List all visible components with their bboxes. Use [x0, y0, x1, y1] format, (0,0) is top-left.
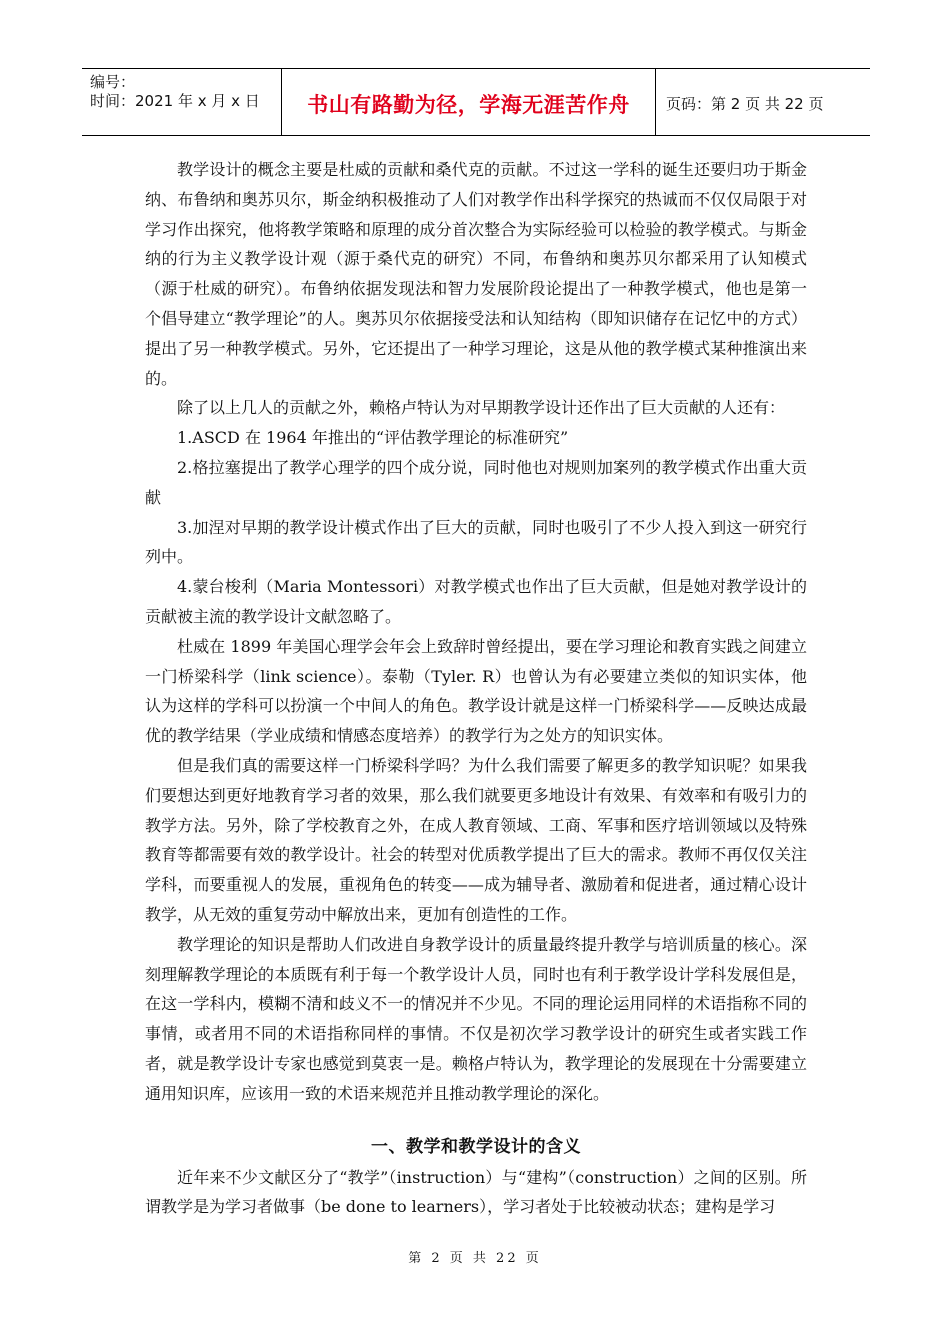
paragraph: 近年来不少文献区分了“教学”（instruction）与“建构”（construction）之间的区别。所谓教学是为学习者做事（be done to learners），学习者处于比较被动状态；建构是学习: [145, 1167, 807, 1217]
paragraph: 杜威在 1899 年美国心理学会年会上致辞时曾经提出，要在学习理论和教育实践之间建立一门桥梁科学（link science）。泰勒（Tyler. R）也曾认为有必要建立类似的知识实体，他认为这样的学科可以扮演一个中间人的角色。教学设计就是这样一门桥梁科学——反映达成最优的教学结果（学业成绩和情感态度培养）的教学行为之处方的知识实体。: [145, 636, 807, 746]
page-header: [82, 68, 870, 136]
paragraph: 教学设计的概念主要是杜威的贡献和桑代克的贡献。不过这一学科的诞生还要归功于斯金纳、布鲁纳和奥苏贝尔，斯金纳积极推动了人们对教学作出科学探究的热诚而不仅仅局限于对学习作出探究，他将教学策略和原理的成分首次整合为实际经验可以检验的教学模式。与斯金纳的行为主义教学设计观（源于桑代克的研究）不同，布鲁纳和奥苏贝尔都采用了认知模式（源于杜威的研究）。布鲁纳依据发现法和智力发展阶段论提出了一种教学模式，他也是第一个倡导建立“教学理论”的人。奥苏贝尔依据接受法和认知结构（即知识储存在记忆中的方式）提出了另一种教学模式。另外，它还提出了一种学习理论，这是从他的教学模式某种推演出来的。: [145, 160, 807, 388]
list-item: 4.蒙台梭利（Maria Montessori）对教学模式也作出了巨大贡献，但是她对教学设计的贡献被主流的教学设计文献忽略了。: [145, 577, 807, 626]
header-motto: 书山有路勤为径，学海无涯苦作舟: [282, 69, 656, 135]
list-item: 2.格拉塞提出了教学心理学的四个成分说，同时他也对规则加案列的教学模式作出重大贡献: [145, 457, 807, 507]
document-number-label: 编号：: [90, 73, 136, 91]
paragraph: 教学理论的知识是帮助人们改进自身教学设计的质量最终提升教学与培训质量的核心。深刻理解教学理论的本质既有利于每一个教学设计人员，同时也有利于教学设计学科发展但是，在这一学科内，模糊不清和歧义不一的情况并不少见。不同的理论运用同样的术语指称不同的事情，或者用不同的术语指称同样的事情。不仅是初次学习教学设计的研究生或者实践工作者，就是教学设计专家也感觉到莫衷一是。赖格卢特认为，教学理论的发展现在十分需要建立通用知识库，应该用一致的术语来规范并且推动教学理论的深化。: [145, 934, 807, 1103]
header-page-info: 页码：第 2 页 共 22 页: [666, 94, 824, 113]
list-item: 1.ASCD 在 1964 年推出的“评估教学理论的标准研究”: [177, 428, 569, 448]
paragraph: 除了以上几人的贡献之外，赖格卢特认为对早期教学设计还作出了巨大贡献的人还有：: [177, 398, 786, 418]
document-date-label: 时间：2021 年 x 月 x 日: [90, 92, 260, 110]
section-heading: 一、教学和教学设计的含义: [371, 1136, 581, 1157]
section-spacer: [145, 1109, 807, 1131]
document-body: [145, 155, 807, 1222]
header-meta: [82, 69, 282, 135]
paragraph: 但是我们真的需要这样一门桥梁科学吗？为什么我们需要了解更多的教学知识呢？如果我们要想达到更好地教育学习者的效果，那么我们就要更多地设计有效果、有效率和有吸引力的教学方法。另外，除了学校教育之外，在成人教育领域、工商、军事和医疗培训领域以及特殊教育等都需要有效的教学设计。社会的转型对优质教学提出了巨大的需求。教师不再仅仅关注学科，而要重视人的发展，重视角色的转变——成为辅导者、激励着和促进者，通过精心设计教学，从无效的重复劳动中解放出来，更加有创造性的工作。: [145, 755, 807, 924]
page-footer: 第 2 页 共 22 页: [408, 1251, 542, 1266]
list-item: 3.加涅对早期的教学设计模式作出了巨大的贡献，同时也吸引了不少人投入到这一研究行列中。: [145, 517, 807, 567]
